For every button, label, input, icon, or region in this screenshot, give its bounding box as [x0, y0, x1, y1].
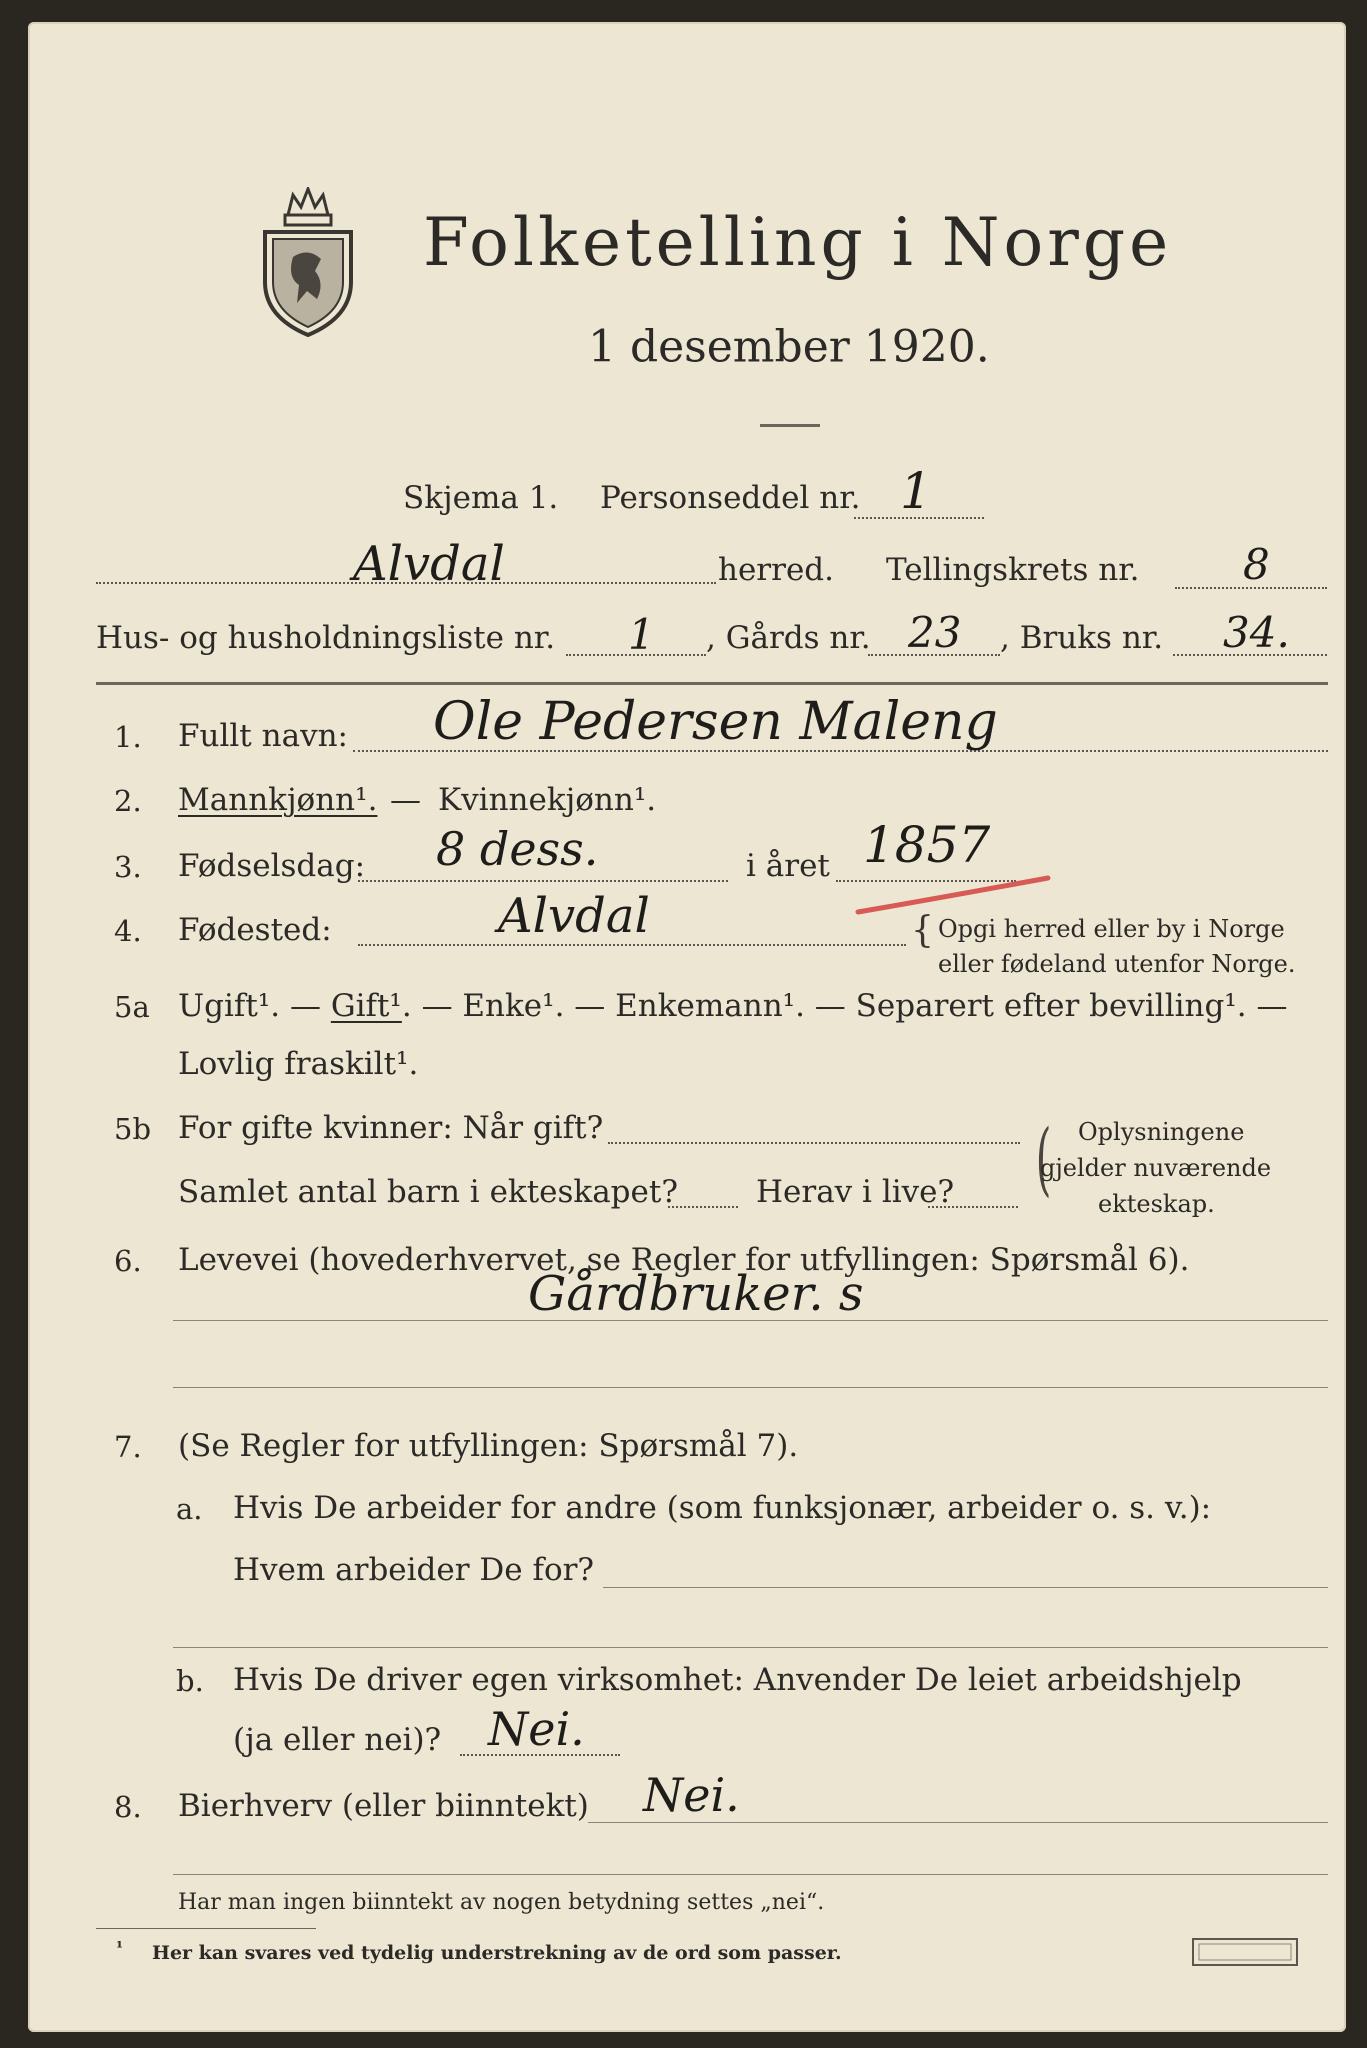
footnote-mark: ¹ [116, 1938, 124, 1957]
q7a-field-line-1 [603, 1587, 1328, 1588]
q5b-children-field-line [668, 1206, 738, 1208]
q7-label: (Se Regler for utfyllingen: Spørsmål 7). [178, 1428, 799, 1464]
occupation-value: Gårdbruker. s [528, 1266, 864, 1322]
q2-number: 2. [114, 784, 142, 818]
personseddel-value: 1 [900, 462, 932, 520]
birthday-value: 8 dess. [436, 822, 599, 876]
q6-field-line-2 [173, 1387, 1328, 1388]
q2-separator: — [390, 782, 421, 818]
footnote-rule [96, 1928, 316, 1929]
q3-year-label: i året [746, 848, 830, 884]
q5b-alive-field-line [928, 1206, 1018, 1208]
tellingskrets-value: 8 [1243, 540, 1270, 589]
q7a-field-line-2 [173, 1647, 1328, 1648]
q5b-number: 5b [114, 1112, 152, 1146]
q7a-line2: Hvem arbeider De for? [233, 1552, 595, 1588]
q4-brace: { [911, 910, 934, 951]
gards-value: 23 [908, 608, 962, 657]
q5b-alive-label: Herav i live? [756, 1174, 955, 1210]
title-divider [760, 424, 820, 427]
red-pencil-mark-icon [848, 862, 1068, 922]
q4-note-line2: eller fødeland utenfor Norge. [938, 950, 1296, 978]
q7b-line1: Hvis De driver egen virksomhet: Anvender De leiet arbeidshjelp [233, 1662, 1242, 1698]
q7a-number: a. [176, 1492, 203, 1526]
q1-label: Fullt navn: [178, 718, 348, 754]
skjema-label: Skjema 1. [403, 480, 559, 516]
q5a-line2: Lovlig fraskilt¹. [178, 1046, 419, 1082]
q7b-line2: (ja eller nei)? [233, 1722, 442, 1758]
q8-field-line-1 [588, 1822, 1328, 1823]
gards-label: , Gårds nr. [706, 620, 871, 656]
q8-number: 8. [114, 1790, 142, 1824]
q5a-gift-option: Gift¹ [330, 988, 402, 1024]
bruks-value: 34. [1223, 608, 1290, 657]
herred-label: herred. [718, 552, 834, 588]
q2-female-option: Kvinnekjønn¹. [438, 782, 657, 818]
herred-value: Alvdal [353, 536, 505, 592]
q6-number: 6. [114, 1244, 142, 1278]
q8-label: Bierhverv (eller biinntekt) [178, 1788, 589, 1824]
q3-label: Fødselsdag: [178, 848, 366, 884]
q8-field-line-2 [173, 1874, 1328, 1875]
q5b-note-line1: Oplysningene [1078, 1118, 1245, 1146]
q7b-number: b. [176, 1664, 204, 1698]
hus-label: Hus- og husholdningsliste nr. [96, 620, 556, 656]
q4-label: Fødested: [178, 912, 332, 948]
q4-field-line [358, 944, 906, 946]
form-title: Folketelling i Norge [423, 204, 1173, 281]
q3-field-line [358, 880, 728, 882]
q5b-line1: For gifte kvinner: Når gift? [178, 1110, 604, 1146]
q7-number: 7. [114, 1430, 142, 1464]
footer-note: Har man ingen biinntekt av nogen betydning settes „nei“. [178, 1890, 825, 1915]
q6-label: Levevei (hovederhvervet, se Regler for utfyllingen: Spørsmål 6). [178, 1242, 1190, 1278]
q8-value: Nei. [643, 1768, 740, 1822]
q7a-line1: Hvis De arbeider for andre (som funksjonær, arbeider o. s. v.): [233, 1490, 1212, 1526]
q7b-value: Nei. [488, 1702, 585, 1756]
personseddel-label: Personseddel nr. [600, 480, 861, 516]
q5b-children-label: Samlet antal barn i ekteskapet? [178, 1174, 678, 1210]
bruks-label: , Bruks nr. [1000, 620, 1164, 656]
q5a-number: 5a [114, 990, 150, 1024]
census-form-page [28, 22, 1346, 2032]
header-rule [96, 682, 1328, 685]
birthplace-value: Alvdal [498, 888, 650, 944]
q5a-rest: . — Enke¹. — Enkemann¹. — Separert efter bevilling¹. — [401, 988, 1288, 1024]
q5b-when-field-line [608, 1142, 1020, 1144]
coat-of-arms-icon [253, 187, 363, 337]
q5b-brace: ( [1035, 1112, 1052, 1205]
full-name-value: Ole Pedersen Maleng [433, 692, 998, 752]
form-date: 1 desember 1920. [588, 321, 990, 373]
q5a-line1 [178, 988, 1287, 1024]
q5b-note-line2: gjelder nuværende [1040, 1154, 1272, 1182]
q3-number: 3. [114, 850, 142, 884]
q4-note-line1: Opgi herred eller by i Norge [938, 915, 1285, 943]
tellingskrets-label: Tellingskrets nr. [886, 552, 1140, 588]
q2-male-option: Mannkjønn¹. [178, 782, 378, 818]
hus-value: 1 [628, 610, 655, 659]
printer-stamp-icon [1191, 1937, 1299, 1967]
q4-number: 4. [114, 914, 142, 948]
q5b-note-line3: ekteskap. [1098, 1190, 1215, 1218]
q1-number: 1. [114, 720, 142, 754]
birth-year-value: 1857 [863, 816, 991, 874]
footnote-text: Her kan svares ved tydelig understrekning av de ord som passer. [152, 1942, 842, 1964]
q5a-ugift: Ugift¹. — [178, 988, 331, 1024]
